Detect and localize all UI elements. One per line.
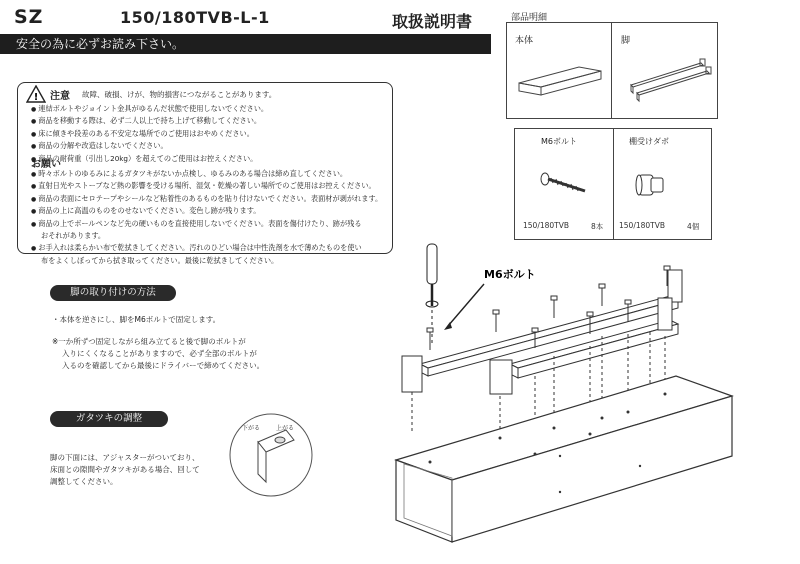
- caution-heading-note: 故障、破損、けが、物的損害につながることがあります。: [82, 90, 277, 99]
- request-item: ● 直射日光やストーブなど熱の影響を受ける場所、湿気・乾燥の著しい場所でのご使用はお控えください。: [31, 180, 382, 192]
- leg-note-line: 入りにくくなることがありますので、必ず全部のボルトが: [62, 349, 257, 358]
- leg-section-title: 脚の取り付けの方法: [50, 285, 176, 301]
- request-item-continued: 布をよくしぼってから拭き取ってください。最後に乾拭きしてください。: [41, 255, 279, 265]
- dowel-qty: 4個: [687, 222, 700, 231]
- request-heading: お願い: [31, 159, 61, 170]
- svg-text:!: !: [33, 92, 39, 103]
- parts-list-title: 部品明細: [511, 13, 548, 23]
- main-body-label: 本体: [515, 36, 534, 46]
- parts-illustration: [507, 23, 717, 118]
- adjust-up-label: 上がる: [276, 425, 295, 432]
- back-leg-left-block: [402, 356, 422, 392]
- request-item: ● 商品の表面にセロテープやシールなど粘着性のあるものを貼り付けないでください。表面材が剥がれます。: [31, 193, 382, 205]
- adjust-instruction-line: 調整してください。: [50, 477, 118, 486]
- parts-list-box: [506, 22, 718, 119]
- adjust-instruction-line: 脚の下面には、アジャスターがついており、: [50, 453, 200, 462]
- m6-bolt-icon: [541, 173, 585, 191]
- hardware-illustration: [515, 129, 711, 239]
- caution-item: ● 床に傾きや段差のある不安定な場所でのご使用はおやめください。: [31, 128, 268, 140]
- manual-title: 取扱説明書: [392, 12, 473, 31]
- adjust-section-title: ガタツキの調整: [50, 411, 168, 427]
- caution-item: ● 連結ボルトやジョイント金具がゆるんだ状態で使用しないでください。: [31, 103, 268, 115]
- hardware-box: [514, 128, 712, 240]
- assembly-diagram: [380, 236, 740, 546]
- leg-note-line: 入るのを確認してから最後にドライバーで締めてください。: [62, 361, 265, 370]
- request-item-continued: おそれがあります。: [41, 231, 106, 241]
- dowel-model: 150/180TVB: [619, 221, 666, 230]
- caution-box: [17, 82, 393, 265]
- leg-instruction: ・本体を逆さにし、脚をM6ボルトで固定します。: [52, 315, 221, 324]
- brand-label: SZ: [14, 6, 44, 28]
- bolt-model: 150/180TVB: [523, 221, 570, 230]
- bolt-icon: [599, 284, 605, 306]
- dowel-icon: [636, 175, 663, 195]
- dowel-name: 棚受けダボ: [629, 137, 669, 146]
- request-item: ● 商品の上でボールペンなど先の硬いものを直接使用しないでください。表面を傷付けたり、跡が残る: [31, 218, 382, 230]
- caution-item: ● 商品の分解や改造はしないでください。: [31, 140, 268, 152]
- caution-heading: 注意: [50, 91, 70, 102]
- safety-banner: 安全の為に必ずお読み下さい。: [0, 34, 491, 54]
- request-item: ● 時々ボルトのゆるみによるガタツキがないか点検し、ゆるみのある場合は締め直してください。: [31, 168, 382, 180]
- bolt-icon: [493, 310, 499, 332]
- m6-bolt-callout: M6ボルト: [484, 268, 536, 281]
- front-leg-right-block: [658, 298, 672, 330]
- caution-item: ● 商品を移動する際は、必ず二人以上で持ち上げて移動してください。: [31, 115, 268, 127]
- front-leg-left-block: [490, 360, 512, 394]
- adjuster-detail-illustration: [228, 412, 314, 498]
- back-leg-right-block: [668, 270, 682, 302]
- legs-icon: [631, 59, 711, 101]
- adjust-down-label: 下がる: [242, 425, 261, 432]
- caution-list: [31, 103, 268, 165]
- warning-icon: [26, 85, 46, 103]
- model-number: 150/180TVB-L-1: [120, 8, 270, 27]
- main-body-icon: [519, 67, 601, 95]
- request-item: ● お手入れは柔らかい布で乾拭きしてください。汚れのひどい場合は中性洗剤を水で薄めたものを使い: [31, 242, 382, 254]
- callout-pointer: [448, 284, 484, 326]
- request-list: [31, 168, 382, 267]
- bolt-qty: 8本: [591, 222, 604, 231]
- legs-label: 脚: [621, 36, 631, 46]
- adjust-instruction-line: 床面との隙間やガタツキがある場合、回して: [50, 465, 200, 474]
- caution-item: ● 商品の耐荷重（引出し20kg）を超えてのご使用はお控えください。: [31, 153, 268, 165]
- bolt-icon: [551, 296, 557, 318]
- leg-note-line: ※一か所ずつ固定しながら組み立てると後で脚のボルトが: [52, 337, 246, 346]
- bolt-icon: [427, 328, 433, 350]
- cabinet-body: [396, 376, 732, 542]
- request-item: ● 商品の上に高温のものをのせないでください。変色し跡が残ります。: [31, 205, 382, 217]
- adjuster-foot-icon: [275, 437, 285, 443]
- bolt-name: M6ボルト: [541, 137, 577, 146]
